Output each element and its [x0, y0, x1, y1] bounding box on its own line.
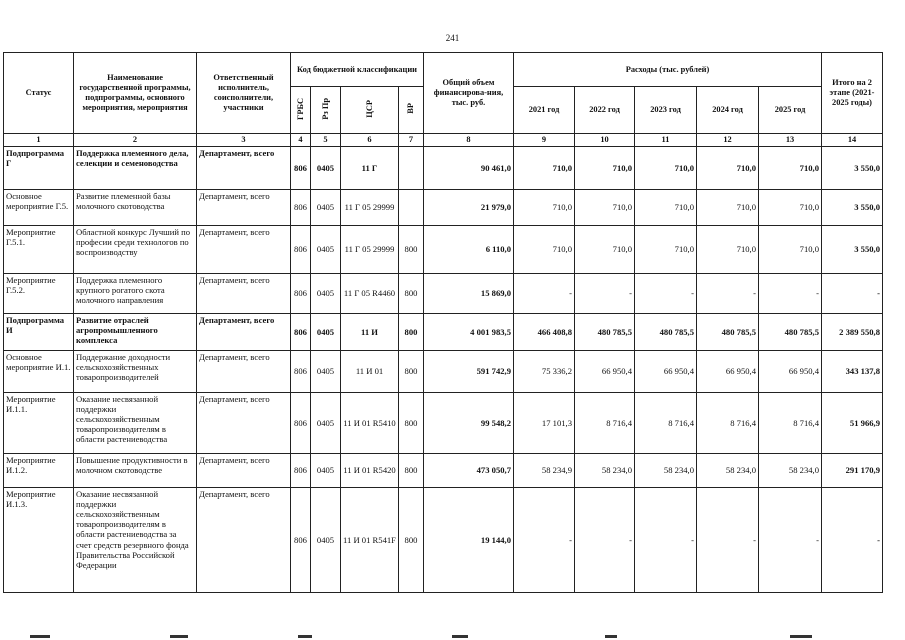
status-cell: Мероприятие И.1.3. — [4, 487, 74, 592]
stage-total-cell: - — [822, 273, 883, 313]
executor-cell: Департамент, всего — [197, 225, 291, 273]
header-rzpr: Рз Пр — [311, 87, 341, 134]
stage-total-cell: 3 550,0 — [822, 146, 883, 189]
status-cell: Основное мероприятие Г.5. — [4, 189, 74, 225]
csr-cell: 11 Г 05 29999 — [341, 189, 399, 225]
column-number: 11 — [635, 134, 697, 147]
year-2024-cell: - — [697, 273, 759, 313]
year-2024-cell: 58 234,0 — [697, 453, 759, 487]
csr-cell: 11 Г — [341, 146, 399, 189]
vr-cell: 800 — [399, 487, 424, 592]
column-number-row — [4, 134, 883, 147]
total-cell: 19 144,0 — [424, 487, 514, 592]
table-body — [4, 146, 883, 592]
grbs-cell: 806 — [291, 453, 311, 487]
header-status: Статус — [4, 53, 74, 134]
rzpr-cell: 0405 — [311, 189, 341, 225]
executor-cell: Департамент, всего — [197, 392, 291, 453]
csr-cell: 11 Г 05 29999 — [341, 225, 399, 273]
year-2025-cell: 710,0 — [759, 225, 822, 273]
year-2023-cell: 58 234,0 — [635, 453, 697, 487]
year-2022-cell: 480 785,5 — [575, 313, 635, 350]
status-cell: Подпрограмма И — [4, 313, 74, 350]
vr-cell: 800 — [399, 225, 424, 273]
year-2023-cell: - — [635, 487, 697, 592]
year-2023-cell: 8 716,4 — [635, 392, 697, 453]
header-executor: Ответственный исполнитель, соисполнители, участники — [197, 53, 291, 134]
rzpr-cell: 0405 — [311, 313, 341, 350]
stage-total-cell: - — [822, 487, 883, 592]
total-cell: 15 869,0 — [424, 273, 514, 313]
year-2024-cell: 710,0 — [697, 189, 759, 225]
column-number: 5 — [311, 134, 341, 147]
stage-total-cell: 51 966,9 — [822, 392, 883, 453]
header-vr: ВР — [399, 87, 424, 134]
total-cell: 473 050,7 — [424, 453, 514, 487]
name-cell: Поддержка племенного дела, селекции и семеноводства — [74, 146, 197, 189]
header-stage-total: Итого на 2 этапе (2021-2025 годы) — [822, 53, 883, 134]
status-cell: Мероприятие И.1.2. — [4, 453, 74, 487]
vr-cell: 800 — [399, 453, 424, 487]
table-row — [4, 189, 883, 225]
year-2022-cell: - — [575, 273, 635, 313]
year-2025-cell: 710,0 — [759, 146, 822, 189]
year-2023-cell: 710,0 — [635, 146, 697, 189]
column-number: 6 — [341, 134, 399, 147]
status-cell: Основное мероприятие И.1. — [4, 350, 74, 392]
year-2021-cell: 710,0 — [514, 146, 575, 189]
header-year-2021: 2021 год — [514, 87, 575, 134]
csr-cell: 11 И 01 R541F — [341, 487, 399, 592]
column-number: 12 — [697, 134, 759, 147]
status-cell: Мероприятие Г.5.1. — [4, 225, 74, 273]
header-year-2025: 2025 год — [759, 87, 822, 134]
year-2022-cell: 66 950,4 — [575, 350, 635, 392]
year-2022-cell: 710,0 — [575, 189, 635, 225]
grbs-cell: 806 — [291, 273, 311, 313]
header-budget-code: Код бюджетной классификации — [291, 53, 424, 87]
year-2024-cell: 710,0 — [697, 225, 759, 273]
total-cell: 99 548,2 — [424, 392, 514, 453]
total-cell: 591 742,9 — [424, 350, 514, 392]
year-2025-cell: 66 950,4 — [759, 350, 822, 392]
header-name: Наименование государственной программы, подпрограммы, основного мероприятия, мероприятия — [74, 53, 197, 134]
year-2025-cell: - — [759, 487, 822, 592]
grbs-cell: 806 — [291, 225, 311, 273]
year-2021-cell: 710,0 — [514, 189, 575, 225]
year-2022-cell: 710,0 — [575, 146, 635, 189]
stage-total-cell: 3 550,0 — [822, 225, 883, 273]
year-2022-cell: 710,0 — [575, 225, 635, 273]
grbs-cell: 806 — [291, 146, 311, 189]
vr-cell: 800 — [399, 350, 424, 392]
table-row — [4, 225, 883, 273]
rzpr-cell: 0405 — [311, 273, 341, 313]
name-cell: Областной конкурс Лучший по професии среди технологов по воспроизводству — [74, 225, 197, 273]
column-number: 14 — [822, 134, 883, 147]
year-2025-cell: 8 716,4 — [759, 392, 822, 453]
column-number: 9 — [514, 134, 575, 147]
rzpr-cell: 0405 — [311, 146, 341, 189]
header-expenses: Расходы (тыс. рублей) — [514, 53, 822, 87]
total-cell: 4 001 983,5 — [424, 313, 514, 350]
total-cell: 90 461,0 — [424, 146, 514, 189]
year-2024-cell: - — [697, 487, 759, 592]
name-cell: Развитие племенной базы молочного скотоводства — [74, 189, 197, 225]
header-year-2024: 2024 год — [697, 87, 759, 134]
year-2021-cell: 75 336,2 — [514, 350, 575, 392]
executor-cell: Департамент, всего — [197, 487, 291, 592]
csr-cell: 11 И — [341, 313, 399, 350]
year-2025-cell: - — [759, 273, 822, 313]
column-number: 4 — [291, 134, 311, 147]
rzpr-cell: 0405 — [311, 453, 341, 487]
vr-cell — [399, 189, 424, 225]
executor-cell: Департамент, всего — [197, 350, 291, 392]
name-cell: Оказание несвязанной поддержки сельскохозяйственным товаропроизводителям в области растениеводства за счет средств резервного фонда Правительства Российской Федерации — [74, 487, 197, 592]
name-cell: Поддержание доходности сельскохозяйственных товаропроизводителей — [74, 350, 197, 392]
total-cell: 21 979,0 — [424, 189, 514, 225]
column-number: 10 — [575, 134, 635, 147]
table-row — [4, 313, 883, 350]
vr-cell: 800 — [399, 392, 424, 453]
vr-cell: 800 — [399, 273, 424, 313]
year-2021-cell: 466 408,8 — [514, 313, 575, 350]
name-cell: Повышение продуктивности в молочном скотоводстве — [74, 453, 197, 487]
table-row — [4, 273, 883, 313]
column-number: 7 — [399, 134, 424, 147]
name-cell: Поддержка племенного крупного рогатого скота молочного направления — [74, 273, 197, 313]
year-2023-cell: 480 785,5 — [635, 313, 697, 350]
csr-cell: 11 И 01 R5420 — [341, 453, 399, 487]
year-2023-cell: 710,0 — [635, 225, 697, 273]
year-2021-cell: 710,0 — [514, 225, 575, 273]
table-row — [4, 487, 883, 592]
year-2022-cell: 58 234,0 — [575, 453, 635, 487]
grbs-cell: 806 — [291, 392, 311, 453]
name-cell: Развитие отраслей агропромышленного комплекса — [74, 313, 197, 350]
year-2024-cell: 480 785,5 — [697, 313, 759, 350]
year-2023-cell: 66 950,4 — [635, 350, 697, 392]
vr-cell: 800 — [399, 313, 424, 350]
stage-total-cell: 2 389 550,8 — [822, 313, 883, 350]
status-cell: Мероприятие Г.5.2. — [4, 273, 74, 313]
year-2021-cell: 58 234,9 — [514, 453, 575, 487]
executor-cell: Департамент, всего — [197, 453, 291, 487]
rzpr-cell: 0405 — [311, 225, 341, 273]
rzpr-cell: 0405 — [311, 392, 341, 453]
name-cell: Оказание несвязанной поддержки сельскохозяйственным товаропроизводителям в области растениеводства — [74, 392, 197, 453]
year-2025-cell: 480 785,5 — [759, 313, 822, 350]
csr-cell: 11 Г 05 R4460 — [341, 273, 399, 313]
year-2021-cell: 17 101,3 — [514, 392, 575, 453]
year-2025-cell: 710,0 — [759, 189, 822, 225]
rzpr-cell: 0405 — [311, 487, 341, 592]
grbs-cell: 806 — [291, 189, 311, 225]
executor-cell: Департамент, всего — [197, 273, 291, 313]
column-number: 1 — [4, 134, 74, 147]
header-year-2023: 2023 год — [635, 87, 697, 134]
stage-total-cell: 291 170,9 — [822, 453, 883, 487]
rzpr-cell: 0405 — [311, 350, 341, 392]
column-number: 2 — [74, 134, 197, 147]
year-2021-cell: - — [514, 487, 575, 592]
status-cell: Мероприятие И.1.1. — [4, 392, 74, 453]
csr-cell: 11 И 01 R5410 — [341, 392, 399, 453]
csr-cell: 11 И 01 — [341, 350, 399, 392]
header-year-2022: 2022 год — [575, 87, 635, 134]
year-2024-cell: 66 950,4 — [697, 350, 759, 392]
executor-cell: Департамент, всего — [197, 313, 291, 350]
stage-total-cell: 3 550,0 — [822, 189, 883, 225]
total-cell: 6 110,0 — [424, 225, 514, 273]
table-row — [4, 453, 883, 487]
year-2023-cell: - — [635, 273, 697, 313]
column-number: 3 — [197, 134, 291, 147]
column-number: 8 — [424, 134, 514, 147]
table-row — [4, 146, 883, 189]
year-2024-cell: 8 716,4 — [697, 392, 759, 453]
header-total-volume: Общий объем финансирова-ния, тыс. руб. — [424, 53, 514, 134]
year-2025-cell: 58 234,0 — [759, 453, 822, 487]
grbs-cell: 806 — [291, 313, 311, 350]
executor-cell: Департамент, всего — [197, 146, 291, 189]
year-2023-cell: 710,0 — [635, 189, 697, 225]
year-2024-cell: 710,0 — [697, 146, 759, 189]
stage-total-cell: 343 137,8 — [822, 350, 883, 392]
table-row — [4, 350, 883, 392]
year-2022-cell: - — [575, 487, 635, 592]
vr-cell — [399, 146, 424, 189]
page-bottom-edge — [0, 634, 905, 640]
table-row — [4, 392, 883, 453]
grbs-cell: 806 — [291, 487, 311, 592]
page-number: 241 — [445, 33, 460, 43]
header-csr: ЦСР — [341, 87, 399, 134]
year-2021-cell: - — [514, 273, 575, 313]
budget-table — [3, 52, 883, 593]
executor-cell: Департамент, всего — [197, 189, 291, 225]
status-cell: Подпрограмма Г — [4, 146, 74, 189]
column-number: 13 — [759, 134, 822, 147]
grbs-cell: 806 — [291, 350, 311, 392]
year-2022-cell: 8 716,4 — [575, 392, 635, 453]
header-grbs: ГРБС — [291, 87, 311, 134]
